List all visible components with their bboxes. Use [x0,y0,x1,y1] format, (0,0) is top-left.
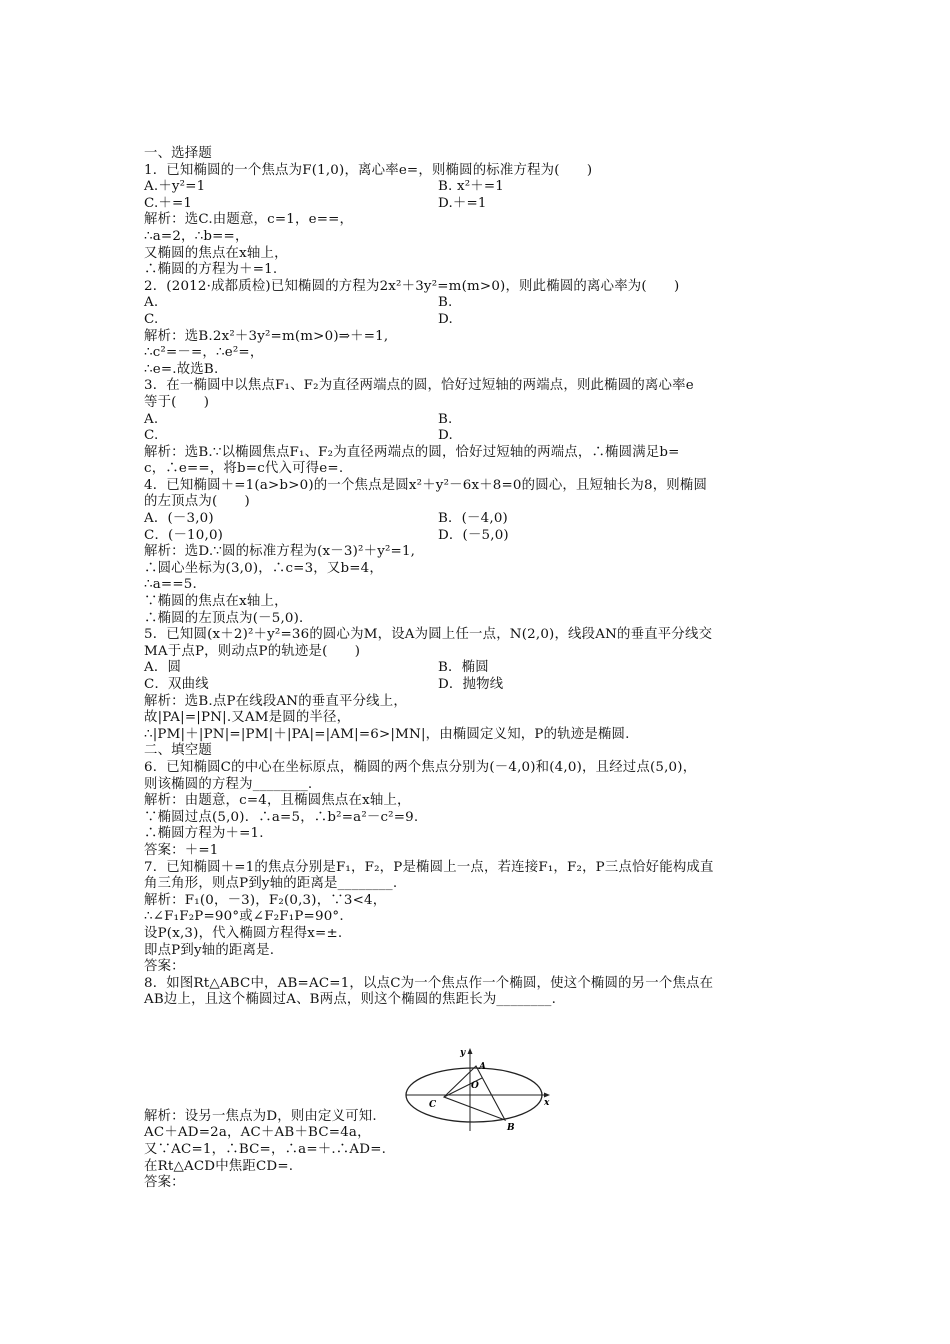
y-axis-arrow-icon [468,1048,473,1054]
q2-option-c: C. [144,311,159,327]
q4-options-row-1 [144,511,824,528]
q2-stem: 2．(2012·成都质检)已知椭圆的方程为2x²＋3y²=m(m>0)，则此椭圆的离心率为( ) [144,278,680,294]
q1-option-c: C.＋=1 [144,195,193,211]
q3-options-row-2 [144,428,824,445]
q8-solution-line: 又∵AC=1，∴BC=，∴a=＋.∴AD=. [144,1142,387,1158]
document-body [144,146,824,1192]
q6-answer: 答案：＋=1 [144,842,219,858]
q4-solution-line: ∴椭圆的左顶点为(－5,0)． [144,610,313,626]
q5-solution-line: 解析：选B.点P在线段AN的垂直平分线上， [144,693,407,709]
q1-option-d: D.＋=1 [438,195,487,211]
q4-option-b: B．(－4,0) [438,511,508,527]
q1-options-row-1 [144,179,824,196]
section-title-fill: 二、填空题 [144,743,212,759]
q5-option-b: B．椭圆 [438,660,489,676]
q2-options-row-1 [144,295,824,312]
q4-stem-line: 的左顶点为( ) [144,494,250,510]
q4-options-row-2 [144,528,824,545]
q8-stem-line: AB边上，且这个椭圆过A、B两点，则这个椭圆的焦距长为________. [144,992,557,1008]
q8-solution-line: AC＋AD=2a，AC＋AB＋BC=4a， [144,1125,371,1141]
x-axis-arrow-icon [544,1093,550,1098]
q6-stem-line: 则该椭圆的方程为________. [144,776,313,792]
q4-solution-line: ∴圆心坐标为(3,0)，∴c=3，又b=4， [144,560,383,576]
q7-solution-line: 设P(x,3)，代入椭圆方程得x=±. [144,925,343,941]
q5-options-row-1 [144,660,824,677]
q1-solution-line: ∴a=2，∴b==， [144,228,249,244]
q3-option-a: A. [144,411,159,427]
q7-solution-line: 即点P到y轴的距离是. [144,942,275,958]
q3-stem-line: 3．在一椭圆中以焦点F₁、F₂为直径两端点的圆，恰好过短轴的两端点，则此椭圆的离心率e [144,378,694,394]
q7-stem-line: 角三角形，则点P到y轴的距离是________. [144,876,398,892]
q2-solution-line: ∴e=.故选B. [144,361,219,377]
q3-solution-line: c，∴e==，将b=c代入可得e=. [144,461,344,477]
label-c: C [429,1100,437,1110]
q2-option-d: D. [438,311,453,327]
q6-stem-line: 6．已知椭圆C的中心在坐标原点，椭圆的两个焦点分别为(－4,0)和(4,0)，且经过点(5,0)， [144,759,697,775]
q8-solution-line: 解析：设另一焦点为D，则由定义可知. [144,1108,377,1124]
q5-options-row-2 [144,677,824,694]
q3-option-d: D. [438,428,453,444]
q2-solution-line: 解析：选B.2x²＋3y²=m(m>0)⇒＋=1, [144,328,389,344]
q5-solution-line: ∴|PM|＋|PN|=|PM|＋|PA|=|AM|=6>|MN|，由椭圆定义知，P的轨迹是椭圆. [144,726,630,742]
q4-option-c: C．(－10,0) [144,527,224,543]
q7-stem-line: 7．已知椭圆＋=1的焦点分别是F₁，F₂，P是椭圆上一点，若连接F₁，F₂，P三点恰好能构成直 [144,859,714,875]
q7-solution-line: 解析：F₁(0，－3)，F₂(0,3)，∵3<4， [144,892,387,908]
q4-solution-line: ∵椭圆的焦点在x轴上， [144,594,288,610]
q3-solution-line: 解析：选B.∵以椭圆焦点F₁、F₂为直径两端点的圆，恰好过短轴的两端点，∴椭圆满足b= [144,444,680,460]
q4-option-d: D．(－5,0) [438,527,509,543]
q4-stem-line: 4．已知椭圆＋=1(a>b>0)的一个焦点是圆x²＋y²－6x＋8=0的圆心，且短轴长为8，则椭圆 [144,477,708,493]
q6-solution-line: 解析：由题意，c=4，且椭圆焦点在x轴上， [144,793,411,809]
q5-stem-line: 5．已知圆(x＋2)²＋y²=36的圆心为M，设A为圆上任一点，N(2,0)，线段AN的垂直平分线交 [144,627,713,643]
q2-options-row-2 [144,312,824,329]
q5-option-a: A．圆 [144,660,182,676]
q8-answer: 答案： [144,1175,185,1191]
q4-solution-line: ∴a==5. [144,577,197,593]
q3-option-c: C. [144,428,159,444]
q3-options-row-1 [144,412,824,429]
q7-answer: 答案： [144,959,185,975]
q5-option-d: D．抛物线 [438,677,504,692]
q8-stem-line: 8．如图Rt△ABC中，AB=AC=1，以点C为一个焦点作一个椭圆，使这个椭圆的另一个焦点在 [144,975,714,991]
q2-option-b: B. [438,295,453,311]
q1-option-a: A.＋y²=1 [144,179,206,195]
label-b: B [507,1123,515,1132]
ellipse-triangle-figure [404,1047,554,1132]
q2-option-a: A. [144,295,159,311]
q1-options-row-2 [144,196,824,213]
q1-solution-line: ∴椭圆的方程为＋=1. [144,262,278,278]
q1-solution-line: 解析：选C.由题意，c=1，e==， [144,212,354,228]
q4-option-a: A．(－3,0) [144,511,214,527]
q3-option-b: B. [438,411,453,427]
label-a: A [479,1062,486,1072]
label-x: x [544,1098,550,1108]
q8-solution-line: 在Rt△ACD中焦距CD=. [144,1158,294,1174]
q7-solution-line: ∴∠F₁F₂P=90°或∠F₂F₁P=90°. [144,909,344,925]
label-o: O [471,1081,479,1091]
triangle-abc [444,1066,505,1120]
q4-solution-line: 解析：选D.∵圆的标准方程为(x－3)²＋y²=1, [144,544,416,560]
label-y: y [460,1048,466,1058]
q3-stem-line: 等于( ) [144,394,210,410]
q6-solution-line: ∵椭圆过点(5,0)．∴a=5，∴b²=a²－c²=9. [144,809,419,825]
q5-option-c: C．双曲线 [144,677,209,692]
q6-solution-line: ∴椭圆方程为＋=1. [144,826,264,842]
q1-stem: 1．已知椭圆的一个焦点为F(1,0)，离心率e=，则椭圆的标准方程为( ) [144,162,593,178]
q2-solution-line: ∴c²=－=，∴e²=， [144,345,264,361]
q5-stem-line: MA于点P，则动点P的轨迹是( ) [144,643,361,659]
q1-option-b: B. x²＋=1 [438,179,505,195]
section-title-choice: 一、选择题 [144,146,212,161]
q1-solution-line: 又椭圆的焦点在x轴上， [144,245,288,261]
q5-solution-line: 故|PA|=|PN|.又AM是圆的半径， [144,710,351,726]
